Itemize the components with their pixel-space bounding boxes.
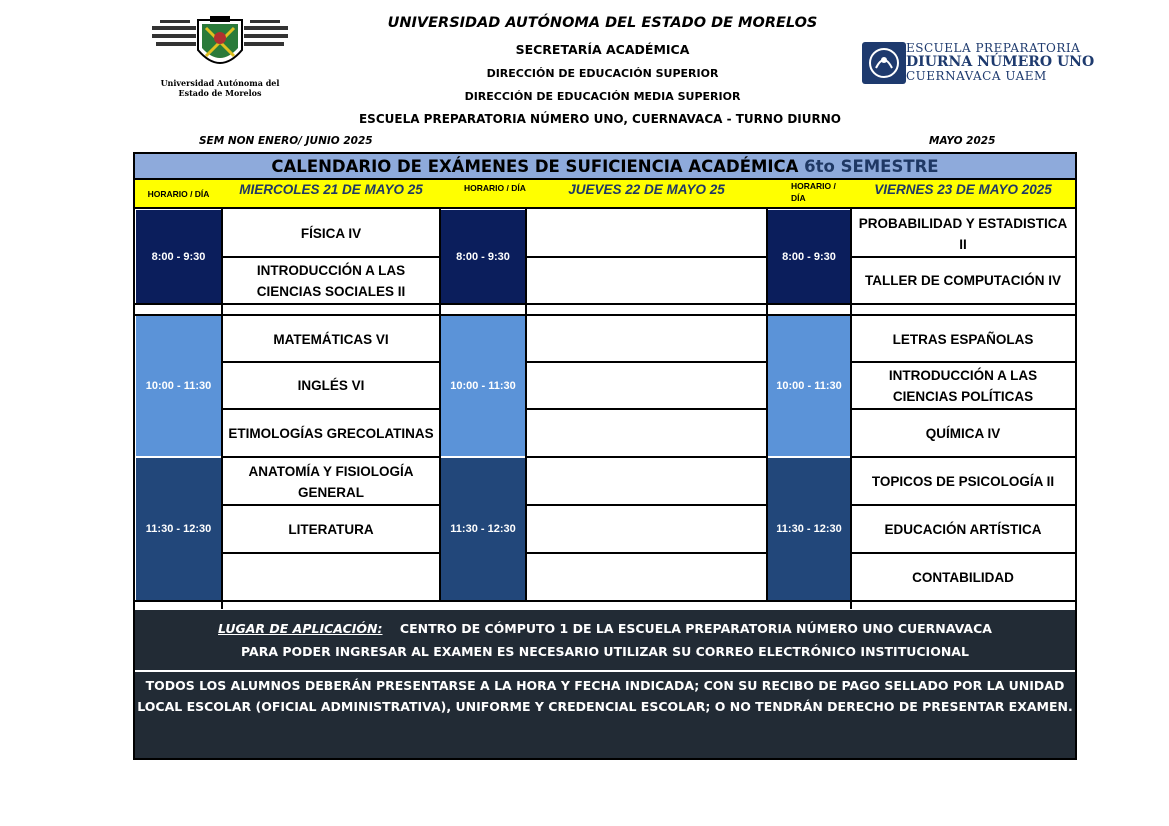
fri-subject-5: QUÍMICA IV — [851, 409, 1075, 457]
secretariat-name: SECRETARÍA ACADÉMICA — [515, 42, 690, 57]
slot-fri-2: 10:00 - 11:30 — [768, 316, 850, 456]
calendar-title-semester: 6to SEMESTRE — [804, 156, 939, 176]
university-name: UNIVERSIDAD AUTÓNOMA DEL ESTADO DE MORELOS — [387, 15, 818, 31]
direction-media-superior: DIRECCIÓN DE EDUCACIÓN MEDIA SUPERIOR — [464, 90, 741, 103]
wed-subject-7: LITERATURA — [222, 505, 440, 553]
prepa-logo-text: ESCUELA PREPARATORIA DIURNA NÚMERO UNO CUERNAVACA UAEM — [906, 41, 1095, 83]
uaem-logo — [150, 16, 290, 78]
direction-superior: DIRECCIÓN DE EDUCACIÓN SUPERIOR — [486, 67, 719, 80]
fri-subject-1: PROBABILIDAD Y ESTADISTICA II — [851, 210, 1075, 257]
fri-subject-6: TOPICOS DE PSICOLOGÍA II — [851, 458, 1075, 505]
fri-subject-7: EDUCACIÓN ARTÍSTICA — [851, 505, 1075, 553]
fri-subject-3: LETRAS ESPAÑOLAS — [851, 316, 1075, 362]
month-label: MAYO 2025 — [929, 135, 996, 147]
slot-thu-3: 11:30 - 12:30 — [441, 458, 525, 600]
uaem-logo-caption: Universidad Autónoma del Estado de Morelos — [160, 78, 280, 98]
wed-subject-1: FÍSICA IV — [222, 210, 440, 257]
school-name: ESCUELA PREPARATORIA NÚMERO UNO, CUERNAVACA - TURNO DIURNO — [358, 112, 841, 126]
time-header-wednesday: HORARIO / DÍA — [135, 180, 222, 209]
location-value: CENTRO DE CÓMPUTO 1 DE LA ESCUELA PREPARATORIA NÚMERO UNO CUERNAVACA — [399, 621, 992, 636]
slot-thu-1: 8:00 - 9:30 — [441, 210, 525, 303]
slot-wed-3: 11:30 - 12:30 — [136, 458, 221, 600]
fri-subject-8: CONTABILIDAD — [851, 553, 1075, 601]
day-header-wednesday: MIERCOLES 21 DE MAYO 25 — [222, 180, 440, 209]
fri-subject-4: INTRODUCCIÓN A LAS CIENCIAS POLÍTICAS — [851, 362, 1075, 409]
fri-subject-2: TALLER DE COMPUTACIÓN IV — [851, 257, 1075, 304]
wed-subject-5: ETIMOLOGÍAS GRECOLATINAS — [222, 409, 440, 457]
day-header-friday: VIERNES 23 DE MAYO 2025 — [851, 180, 1075, 209]
time-header-friday: HORARIO / DÍA — [767, 180, 851, 209]
calendar-title — [135, 154, 1075, 180]
calendar-title-main: CALENDARIO DE EXÁMENES DE SUFICIENCIA ACADÉMICA — [271, 156, 799, 176]
slot-wed-2: 10:00 - 11:30 — [136, 316, 221, 456]
wed-subject-2: INTRODUCCIÓN A LAS CIENCIAS SOCIALES II — [222, 257, 440, 304]
slot-thu-2: 10:00 - 11:30 — [441, 316, 525, 456]
wed-subject-3: MATEMÁTICAS VI — [222, 316, 440, 362]
semester-period: SEM NON ENERO/ JUNIO 2025 — [199, 135, 373, 147]
attendance-notice: TODOS LOS ALUMNOS DEBERÁN PRESENTARSE A LA HORA Y FECHA INDICADA; CON SU RECIBO DE PAGO SELLADO POR LA UNIDAD LOCAL ESCOLAR (OFICIAL ADMINISTRATIVA), UNIFORME Y CREDENCIAL ESCOLAR; O NO TENDRÁN DERECHO DE PRESENTAR EXAMEN. — [135, 672, 1075, 758]
wed-subject-6: ANATOMÍA Y FISIOLOGÍA GENERAL — [222, 458, 440, 505]
day-header-thursday: JUEVES 22 DE MAYO 25 — [526, 180, 767, 209]
email-note: PARA PODER INGRESAR AL EXAMEN ES NECESARIO UTILIZAR SU CORREO ELECTRÓNICO INSTITUCIONAL — [241, 644, 969, 659]
location-label: LUGAR DE APLICACIÓN: — [218, 621, 383, 636]
slot-wed-1: 8:00 - 9:30 — [136, 210, 221, 303]
wed-subject-4: INGLÉS VI — [222, 362, 440, 409]
time-header-thursday: HORARIO / DÍA — [440, 180, 526, 209]
slot-fri-1: 8:00 - 9:30 — [768, 210, 850, 303]
exam-location-bar — [135, 610, 1075, 670]
slot-fri-3: 11:30 - 12:30 — [768, 458, 850, 600]
